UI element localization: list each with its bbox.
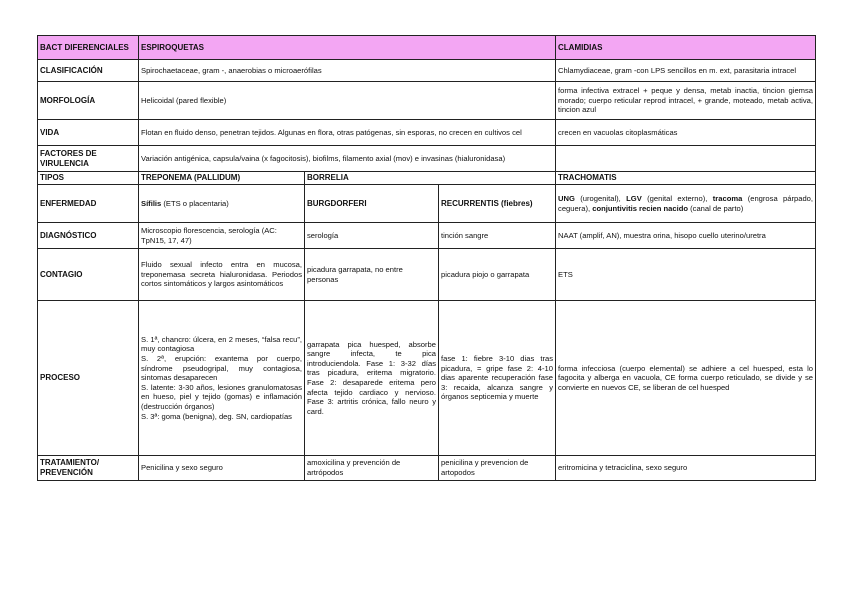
recurrentis-cell: penicilina y prevencion de artopodos <box>439 456 556 481</box>
espiro-cell: Helicoidal (pared flexible) <box>139 82 556 120</box>
treponema-cell <box>139 301 305 456</box>
clami-cell: crecen en vacuolas citoplasmáticas <box>556 120 816 146</box>
recurrentis-cell: fase 1: fiebre 3-10 dias tras picadura, = gripe fase 2: 4-10 dias aparente recuperación fase 3: recaida, alcanza sangre y órganos septicemia y muerte <box>439 301 556 456</box>
tracoma-bold: tracoma <box>712 193 743 203</box>
tratamiento-row <box>38 456 816 481</box>
corner-header: BACT DIFERENCIALES <box>38 36 139 60</box>
morfologia-row <box>38 82 816 120</box>
row-label: VIDA <box>38 120 139 146</box>
vida-row <box>38 120 816 146</box>
row-label: ENFERMEDAD <box>38 185 139 223</box>
treponema-cell <box>139 185 305 223</box>
burgdorferi-cell: picadura garrapata, no entre personas <box>305 249 439 301</box>
treponema-cell: Penicilina y sexo seguro <box>139 456 305 481</box>
row-label: DIAGNÓSTICO <box>38 223 139 249</box>
treponema-cell: Fluido sexual infecto entra en mucosa, treponemasa secreta hialuronidasa. Periodos cortos sintomáticos y largos asintomáticos <box>139 249 305 301</box>
proceso-row <box>38 301 816 456</box>
trachomatis-header: TRACHOMATIS <box>556 172 816 185</box>
recurrentis-cell: picadura piojo o garrapata <box>439 249 556 301</box>
burgdorferi-cell: serología <box>305 223 439 249</box>
recurrentis-cell: tinción sangre <box>439 223 556 249</box>
clamidias-header: CLAMIDIAS <box>556 36 816 60</box>
tracoma-text: (engrosa párpado, ceguera), <box>558 193 814 213</box>
clami-cell: forma infectiva extracel + peque y densa, metab inactia, tincion giemsa morado; cuerpo reticular reprod intracel, + grande, moteado, metab activa, tincion azul <box>556 82 816 120</box>
espiro-cell: Flotan en fluido denso, penetran tejidos. Algunas en flora, otras patógenas, sin esporas, no crecen en cultivos cel <box>139 120 556 146</box>
stage-line: S. 1ª, chancro: úlcera, en 2 meses, “falsa recu”, muy contagiosa <box>141 334 302 354</box>
recurrentis-cell: RECURRENTIS (fiebres) <box>439 185 556 223</box>
header-row <box>38 36 816 60</box>
stage-line: S. 3ª: goma (benigna), deg. SN, cardiopatías <box>141 411 292 421</box>
trachomatis-cell: eritromicina y tetraciclina, sexo seguro <box>556 456 816 481</box>
espiro-cell: Spirochaetaceae, gram -, anaerobias o microaerófilas <box>139 60 556 82</box>
lgv-bold: LGV <box>626 193 642 203</box>
sifilis-bold: Sífilis <box>141 198 162 208</box>
trachomatis-cell <box>556 185 816 223</box>
treponema-header: TREPONEMA (PALLIDUM) <box>139 172 305 185</box>
row-label: MORFOLOGÍA <box>38 82 139 120</box>
burgdorferi-cell: garrapata pica huesped, absorbe sangre infecta, te pica introduciendola. Fase 1: 3-32 días tras picadura, eritema migratorio. Fase 2: desaparede eritema pero afecta tejido cardiaco y nervioso. Fase 3: artritis crónica, fallo neuro y card. <box>305 301 439 456</box>
treponema-cell: Microscopio florescencia, serología (AC: TpN15, 17, 47) <box>139 223 305 249</box>
sifilis-rest: (ETS o placentaria) <box>161 198 229 208</box>
virulencia-row <box>38 146 816 172</box>
clami-cell <box>556 146 816 172</box>
espiro-cell: Variación antigénica, capsula/vaina (x fagocitosis), biofilms, filamento axial (mov) e invasinas (hialuronidasa) <box>139 146 556 172</box>
trachomatis-cell: ETS <box>556 249 816 301</box>
bacteria-comparison-table <box>37 35 816 481</box>
stage-line: S. latente: 3-30 años, lesiones granulomatosas en hueso, piel y tejido (gomas) e inflamación (destrucción órganos) <box>141 382 302 411</box>
tipos-row <box>38 172 816 185</box>
ung-bold: UNG <box>558 193 575 203</box>
clasificacion-row <box>38 60 816 82</box>
borrelia-header: BORRELIA <box>305 172 556 185</box>
burgdorferi-cell: amoxicilina y prevención de artrópodos <box>305 456 439 481</box>
enfermedad-row <box>38 185 816 223</box>
contagio-row <box>38 249 816 301</box>
conjuntivitis-bold: conjuntivitis recien nacido <box>592 203 689 213</box>
lgv-text: (genital externo), <box>641 193 713 203</box>
burgdorferi-cell: BURGDORFERI <box>305 185 439 223</box>
conjuntivitis-text: (canal de parto) <box>688 203 744 213</box>
row-label: CONTAGIO <box>38 249 139 301</box>
trachomatis-cell: NAAT (amplif, AN), muestra orina, hisopo cuello uterino/uretra <box>556 223 816 249</box>
row-label: PROCESO <box>38 301 139 456</box>
espiroquetas-header: ESPIROQUETAS <box>139 36 556 60</box>
row-label: TIPOS <box>38 172 139 185</box>
ung-text: (urogenital), <box>574 193 627 203</box>
clami-cell: Chlamydiaceae, gram -con LPS sencillos en m. ext, parasitaria intracel <box>556 60 816 82</box>
stage-line: S. 2ª, erupción: exantema por cuerpo, síndrome pseudogripal, muy contagiosa, sintomas desaparecen <box>141 354 302 383</box>
diagnostico-row <box>38 223 816 249</box>
row-label: CLASIFICACIÓN <box>38 60 139 82</box>
row-label: TRATAMIENTO/ PREVENCIÓN <box>38 456 139 481</box>
row-label: FACTORES DE VIRULENCIA <box>38 146 139 172</box>
trachomatis-cell: forma infecciosa (cuerpo elemental) se adhiere a cel huesped, esta lo fagocita y alberga en vacuola, CE forma cuerpo reticulado, se divide y se convierte en nuevos CE, se liberan de cel huesped <box>556 301 816 456</box>
